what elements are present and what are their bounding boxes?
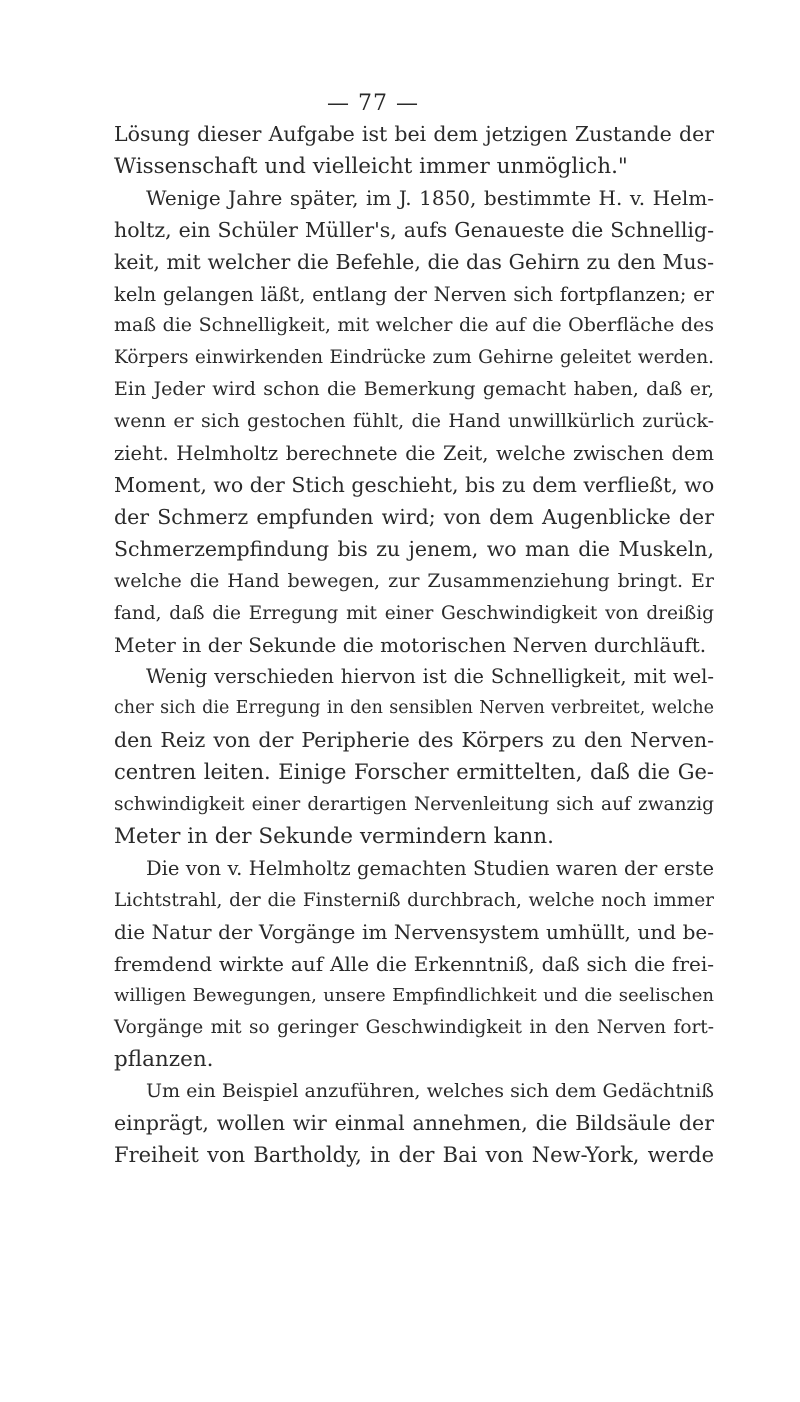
text-line: fremdend wirkte auf Alle die Erkenntniß, daß sich die frei-	[114, 951, 714, 976]
text-line: Lösung dieser Aufgabe ist bei dem jetzigen Zustande der	[114, 122, 714, 146]
text-line: Meter in der Sekunde vermindern kann.	[114, 823, 554, 849]
body-text	[114, 119, 714, 1172]
text-line: maß die Schnelligkeit, mit welcher die auf die Oberfläche des	[114, 314, 714, 337]
text-line: Wissenschaft und vielleicht immer unmöglich."	[114, 153, 628, 179]
text-line: Vorgänge mit so geringer Geschwindigkeit in den Nerven fort-	[114, 1017, 714, 1039]
text-line: Ein Jeder wird schon die Bemerkung gemacht haben, daß er,	[114, 378, 714, 401]
page-header	[0, 92, 800, 116]
text-line: willigen Bewegungen, unsere Empfindlichkeit und die seelischen	[114, 985, 714, 1007]
text-line: einprägt, wollen wir einmal annehmen, die Bildsäule der	[114, 1111, 714, 1136]
text-line: Wenig verschieden hiervon ist die Schnelligkeit, mit wel-	[146, 665, 714, 689]
text-line: der Schmerz empfunden wird; von dem Augenblicke der	[114, 504, 714, 529]
text-line: Freiheit von Bartholdy, in der Bai von New-York, werde	[114, 1143, 714, 1167]
text-line: Meter in der Sekunde die motorischen Nerven durchläuft.	[114, 632, 707, 657]
text-line: wenn er sich gestochen fühlt, die Hand unwillkürlich zurück-	[114, 410, 714, 433]
text-line: Schmerzempfindung bis zu jenem, wo man die Muskeln,	[114, 536, 714, 561]
page-number: — 77 —	[327, 91, 419, 116]
text-line: keit, mit welcher die Befehle, die das Gehirn zu den Mus-	[114, 249, 714, 274]
text-line: keln gelangen läßt, entlang der Nerven sich fortpflanzen; er	[114, 282, 714, 306]
text-line: Um ein Beispiel anzuführen, welches sich dem Gedächtniß	[146, 1080, 714, 1103]
text-line: Moment, wo der Stich geschieht, bis zu dem verfließt, wo	[114, 472, 715, 497]
text-line: den Reiz von der Peripherie des Körpers zu den Nerven-	[114, 728, 714, 753]
text-line: Lichtstrahl, der die Finsterniß durchbrach, welche noch immer	[114, 889, 714, 911]
text-line: Die von v. Helmholtz gemachten Studien waren der erste	[146, 856, 714, 880]
text-line: cher sich die Erregung in den sensiblen Nerven verbreitet, welche	[114, 698, 714, 719]
text-line: Körpers einwirkenden Eindrücke zum Gehirne geleitet werden.	[114, 347, 714, 369]
text-line: die Natur der Vorgänge im Nervensystem umhüllt, und be-	[114, 919, 714, 944]
text-line: welche die Hand bewegen, zur Zusammenziehung bringt. Er	[114, 569, 714, 592]
text-line: pflanzen.	[114, 1047, 214, 1073]
text-line: holtz, ein Schüler Müller's, aufs Genaueste die Schnellig-	[114, 217, 714, 242]
text-line: schwindigkeit einer derartigen Nervenleitung sich auf zwanzig	[114, 794, 714, 816]
text-line: zieht. Helmholtz berechnete die Zeit, welche zwischen dem	[114, 442, 714, 466]
text-line: fand, daß die Erregung mit einer Geschwindigkeit von dreißig	[114, 602, 714, 624]
text-line: centren leiten. Einige Forscher ermittelten, daß die Ge-	[114, 760, 714, 785]
text-line: Wenige Jahre später, im J. 1850, bestimmte H. v. Helm-	[146, 185, 714, 210]
